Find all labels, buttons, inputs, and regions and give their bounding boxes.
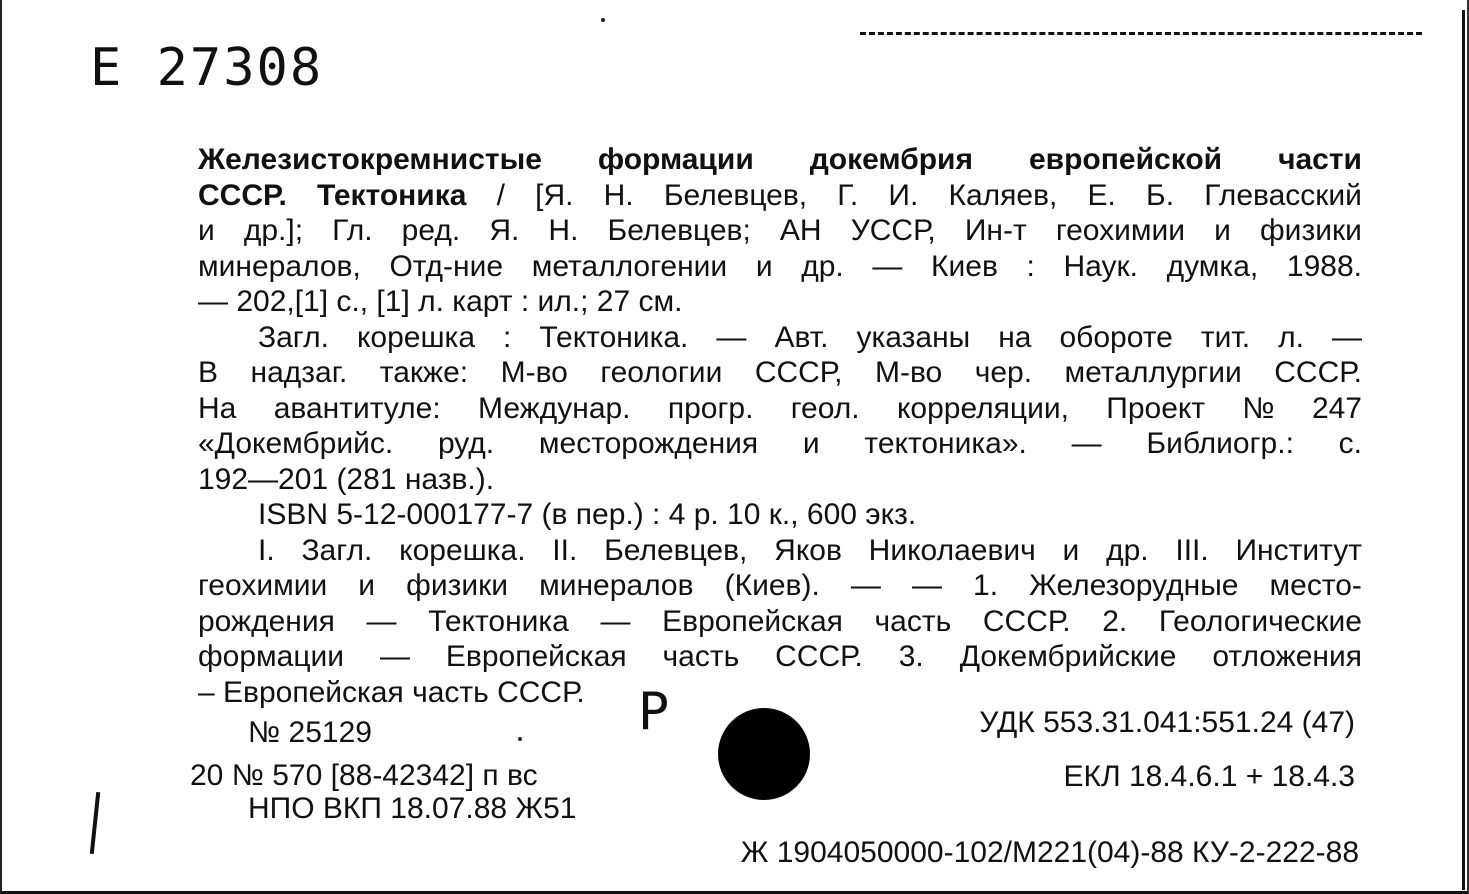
text-word: В xyxy=(198,356,219,389)
text-word: Железорудные xyxy=(1029,569,1239,602)
text-word: минералов, xyxy=(198,249,361,283)
bibliographic-description xyxy=(198,142,1362,710)
text-word: тектоника». xyxy=(864,427,1027,460)
ink-speck xyxy=(518,737,522,741)
text-word: европейской xyxy=(1028,143,1223,176)
text-word: части xyxy=(1278,143,1362,176)
text-word: месторождения xyxy=(538,427,759,460)
order-line: 20 № 570 [88-42342] п вс xyxy=(190,759,538,792)
text-line xyxy=(198,604,1362,640)
text-word: «Докембрийс. xyxy=(198,427,394,460)
text-word: часть xyxy=(662,640,740,673)
text-word: 2. xyxy=(1102,604,1128,638)
text-word: и xyxy=(358,569,376,602)
text-word: Железистокремнистые xyxy=(198,143,542,176)
text-word: и xyxy=(198,214,215,247)
text-word: СССР. xyxy=(198,178,287,212)
text-word: 1. xyxy=(973,569,999,602)
text-word: чер. xyxy=(974,356,1033,389)
text-word: И. xyxy=(888,178,919,212)
text-word: Европейская xyxy=(445,640,627,673)
text-word: — xyxy=(1332,320,1362,354)
text-word: Г. xyxy=(837,178,859,212)
text-word: СССР. xyxy=(1274,356,1362,389)
text-word: с. xyxy=(1338,427,1362,460)
text-line xyxy=(198,355,1362,391)
text-word: Тектоника xyxy=(428,604,569,638)
text-word: думка, xyxy=(1166,249,1259,283)
text-line xyxy=(198,178,1362,214)
text-word: др. xyxy=(1106,533,1149,567)
text-word: и xyxy=(1214,214,1231,247)
text-word: Загл. xyxy=(258,320,329,354)
text-word: физики xyxy=(1260,214,1362,247)
text-word: и xyxy=(1062,533,1080,567)
text-word: и xyxy=(755,249,773,283)
text-word: / xyxy=(496,178,505,212)
ekl-code: ЕКЛ 18.4.6.1 + 18.4.3 xyxy=(1063,760,1355,793)
text-word: указаны xyxy=(856,320,971,354)
text-word: I. xyxy=(258,533,275,567)
text-word: Белевцев; xyxy=(607,214,751,247)
text-word: Глевасский xyxy=(1204,178,1362,212)
text-word: Междунар. xyxy=(478,391,631,425)
text-word: — xyxy=(872,249,903,283)
text-word: На xyxy=(198,391,237,425)
publication-code: Ж 1904050000-102/М221(04)-88 КУ-2-222-88 xyxy=(740,836,1359,869)
text-word: Белевцев, xyxy=(604,533,748,567)
text-word: место- xyxy=(1269,569,1362,602)
text-word: — xyxy=(366,604,397,638)
text-word: — xyxy=(716,320,747,354)
text-word: геохимии xyxy=(1055,214,1186,247)
text-word: корешка. xyxy=(399,533,526,567)
record-number: № 25129 xyxy=(248,716,372,749)
text-word: геологии xyxy=(600,356,723,389)
text-word: М-во xyxy=(874,356,943,389)
text-word: № xyxy=(1242,391,1275,425)
text-word: (Киев). xyxy=(724,569,820,602)
text-line xyxy=(198,426,1362,462)
catalog-number: Е 27308 xyxy=(90,38,324,98)
text-line xyxy=(198,142,1362,178)
text-line xyxy=(198,533,1362,569)
text-word: Библиогр.: xyxy=(1146,427,1294,460)
text-word: Киев xyxy=(931,249,998,283)
text-word: Николаевич xyxy=(868,533,1036,567)
text-word: Н. xyxy=(603,178,634,212)
text-word: Наук. xyxy=(1063,249,1138,283)
text-word: металлогении xyxy=(531,249,728,283)
text-word: — 202,[1] с., [1] л. карт : ил.; 27 см. xyxy=(198,285,683,318)
text-word: геохимии xyxy=(198,569,328,602)
text-word: 1988. xyxy=(1286,249,1362,283)
text-word: [Я. xyxy=(535,178,574,212)
text-word: Тектоника xyxy=(317,178,467,212)
udk-code: УДК 553.31.041:551.24 (47) xyxy=(979,706,1355,739)
text-word: Гл. xyxy=(332,214,373,247)
text-word: М-во xyxy=(500,356,568,389)
text-word: СССР. xyxy=(982,604,1071,638)
top-dashed-line xyxy=(860,32,1422,35)
text-word: 192—201 (281 назв.). xyxy=(198,462,495,496)
text-word: Е. xyxy=(1087,178,1116,212)
text-word: корреляции, xyxy=(896,391,1069,425)
text-word: формации xyxy=(597,143,754,176)
text-word: Каляев, xyxy=(948,178,1058,212)
text-line xyxy=(198,568,1362,604)
text-word: III. xyxy=(1175,533,1209,567)
text-word: СССР. xyxy=(775,640,863,673)
text-word: — xyxy=(600,604,631,638)
text-word: Загл. xyxy=(301,533,373,567)
right-border-line xyxy=(1462,10,1465,890)
text-word: др.]; xyxy=(243,214,304,247)
text-word: Б. xyxy=(1146,178,1175,212)
text-word: л. xyxy=(1278,320,1304,354)
text-word: прогр. xyxy=(667,391,754,425)
text-word: Тектоника. xyxy=(539,320,689,354)
text-word: Авт. xyxy=(774,320,829,354)
text-word: 247 xyxy=(1311,391,1362,425)
text-word: и xyxy=(802,427,820,460)
margin-pencil-mark xyxy=(90,792,100,854)
text-word: СССР, xyxy=(754,356,843,389)
text-line xyxy=(198,639,1362,675)
text-word: — xyxy=(1071,427,1102,460)
printer-line: НПО ВКП 18.07.88 Ж51 xyxy=(248,792,577,825)
text-word: ред. xyxy=(401,214,461,247)
text-line xyxy=(198,675,1362,711)
text-word: УССР, xyxy=(850,214,936,247)
text-word: тит. xyxy=(1200,320,1251,354)
text-word: — xyxy=(911,569,942,602)
text-word: надзаг. xyxy=(250,356,348,389)
text-word: 3. xyxy=(898,640,924,673)
text-word: Отд-ние xyxy=(389,249,504,283)
text-word: часть xyxy=(874,604,952,638)
text-word: отложения xyxy=(1212,640,1362,673)
text-line xyxy=(198,497,1362,533)
handwritten-mark: Р xyxy=(638,682,670,742)
text-word: Белевцев, xyxy=(663,178,808,212)
text-word: руд. xyxy=(437,427,495,460)
text-word: Институт xyxy=(1235,533,1362,567)
text-word: рождения xyxy=(198,604,335,638)
text-word: Ин-т xyxy=(964,214,1027,247)
text-word: Я. xyxy=(489,214,520,247)
text-word: Докембрийские xyxy=(959,640,1177,673)
text-word: авантитуле: xyxy=(273,391,441,425)
text-line xyxy=(198,284,1362,320)
text-word: — xyxy=(379,640,410,673)
text-word: — xyxy=(850,569,881,602)
text-word: АН xyxy=(779,214,822,247)
text-word: минералов xyxy=(539,569,694,602)
text-word: ISBN 5-12-000177-7 (в пер.) : 4 р. 10 к., 600 экз. xyxy=(258,498,917,531)
text-line xyxy=(198,249,1362,285)
text-word: физики xyxy=(406,569,508,602)
text-word: корешка xyxy=(356,320,476,354)
text-word: Н. xyxy=(548,214,579,247)
ink-speck xyxy=(601,18,605,22)
text-word: др. xyxy=(801,249,844,283)
text-word: II. xyxy=(552,533,578,567)
text-word: Яков xyxy=(774,533,842,567)
text-word: геол. xyxy=(790,391,860,425)
text-line xyxy=(198,213,1362,249)
text-word: Проект xyxy=(1106,391,1206,425)
text-word: : xyxy=(1026,249,1035,283)
black-dot-mark xyxy=(718,708,810,800)
text-line xyxy=(198,320,1362,356)
text-word: Европейская xyxy=(662,604,843,638)
text-line xyxy=(198,462,1362,498)
text-word: Геологические xyxy=(1158,604,1362,638)
text-word: формации xyxy=(198,640,345,673)
text-word: докембрия xyxy=(809,143,974,176)
text-word: : xyxy=(503,320,512,354)
text-word: – Европейская часть СССР. xyxy=(198,675,585,709)
text-word: также: xyxy=(379,356,469,389)
text-line xyxy=(198,391,1362,427)
text-word: на xyxy=(998,320,1032,354)
text-word: обороте xyxy=(1059,320,1173,354)
text-word: металлургии xyxy=(1064,356,1242,389)
